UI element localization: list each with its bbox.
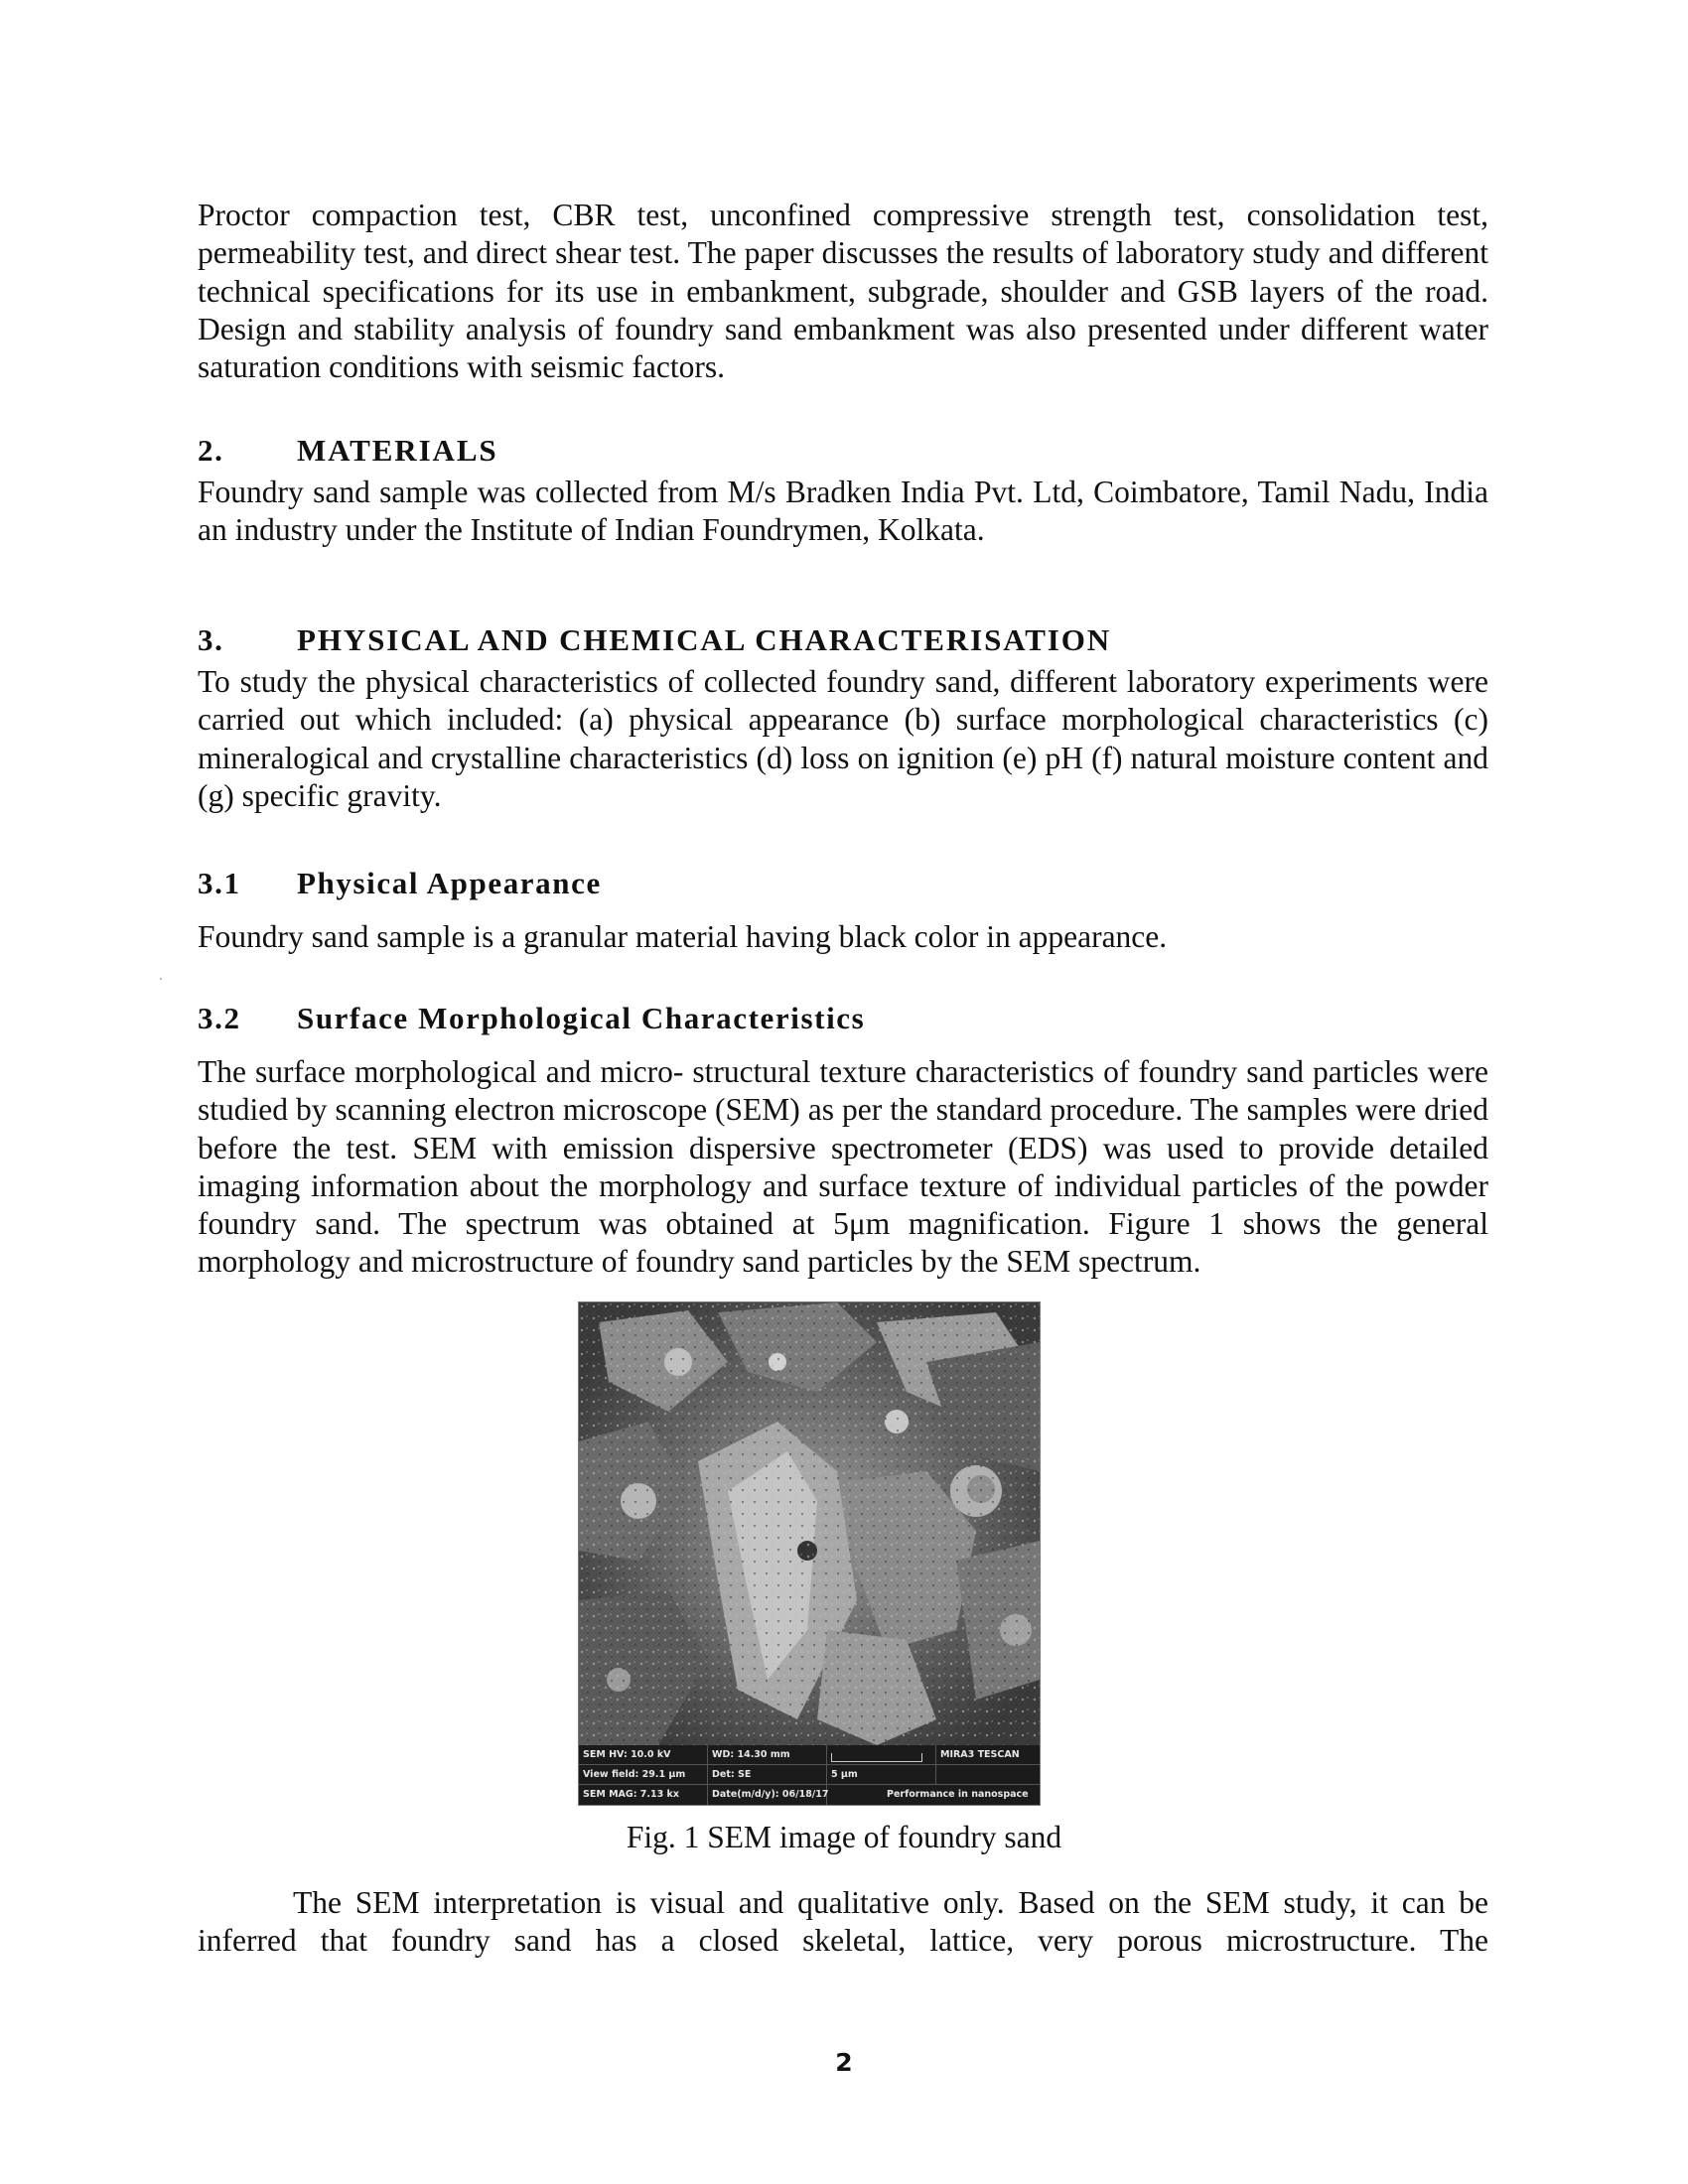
section-materials: [198, 432, 1488, 550]
sem-detector: Det: SE: [708, 1765, 827, 1785]
section-title: Physical Appearance: [297, 866, 602, 900]
figure-caption: Fig. 1 SEM image of foundry sand: [626, 1820, 1062, 1854]
sem-image: [578, 1301, 1041, 1806]
page-number: 2: [835, 2048, 853, 2077]
section-number: 3.1: [198, 866, 241, 900]
closing-paragraph: The SEM interpretation is visual and qualitative only. Based on the SEM study, it can be inferred that foundry sand has a closed skeletal, lattice, very porous microstructure. The: [198, 1885, 1488, 1959]
section-heading: [198, 1000, 1488, 1037]
sem-date: Date(m/d/y): 06/18/17: [708, 1785, 827, 1805]
sem-micrograph: [579, 1302, 1040, 1745]
intro-block: [198, 197, 1488, 386]
section-text: Foundry sand sample is a granular material having black color in appearance.: [198, 919, 1168, 954]
sem-hv: SEM HV: 10.0 kV: [579, 1745, 708, 1765]
section-number: 2.: [198, 433, 224, 468]
sem-scale-bar: [827, 1745, 936, 1765]
section-number: 3.: [198, 622, 224, 657]
section-title: PHYSICAL AND CHEMICAL CHARACTERISATION: [297, 622, 1112, 657]
section-physical-appearance: [198, 865, 1488, 956]
section-number: 3.2: [198, 1001, 241, 1035]
section-text: Foundry sand sample was collected from M/s Bradken India Pvt. Ltd, Coimbatore, Tamil Nadu, India an industry under the Institute of Indian Foundrymen, Kolkata.: [198, 475, 1488, 548]
sem-brand: MIRA3 TESCAN: [936, 1745, 1040, 1765]
stray-mark: [160, 978, 162, 980]
closing-block: [198, 1884, 1488, 1961]
sem-slogan: Performance in nanospace: [887, 1789, 1029, 1800]
intro-paragraph: Proctor compaction test, CBR test, unconfined compressive strength test, consolidation test, permeability test, and direct shear test. The paper discusses the results of laboratory study and different technical specifications for its use in embankment, subgrade, shoulder and GSB layers of the road. Design and stability analysis of foundry sand embankment was also presented under different water saturation conditions with seismic factors.: [198, 198, 1488, 385]
sem-info-bar: [579, 1745, 1040, 1805]
section-text: To study the physical characteristics of collected foundry sand, different laboratory experiments were carried out which included: (a) physical appearance (b) surface morphological characteristics (c) mineralogical and crystalline characteristics (d) loss on ignition (e) pH (f) natural moisture content and (g) specific gravity.: [198, 664, 1488, 813]
section-heading: [198, 621, 1488, 659]
section-title: MATERIALS: [297, 433, 498, 468]
sem-blank: [936, 1765, 1040, 1785]
section-heading: [198, 865, 1488, 902]
sem-wd: WD: 14.30 mm: [708, 1745, 827, 1765]
section-heading: [198, 432, 1488, 470]
sem-mag: SEM MAG: 7.13 kx: [579, 1785, 708, 1805]
sem-scale-label: 5 μm: [827, 1765, 936, 1785]
section-surface-morphology: [198, 1000, 1488, 1282]
section-characterisation: [198, 621, 1488, 815]
section-title: Surface Morphological Characteristics: [297, 1001, 866, 1035]
sem-view-field: View field: 29.1 μm: [579, 1765, 708, 1785]
section-text: The surface morphological and micro- structural texture characteristics of foundry sand particles were studied by scanning electron microscope (SEM) as per the standard procedure. The samples were dried before the test. SEM with emission dispersive spectrometer (EDS) was used to provide detailed imaging information about the morphology and surface texture of individual particles of the powder foundry sand. The spectrum was obtained at 5μm magnification. Figure 1 shows the general morphology and microstructure of foundry sand particles by the SEM spectrum.: [198, 1054, 1488, 1280]
